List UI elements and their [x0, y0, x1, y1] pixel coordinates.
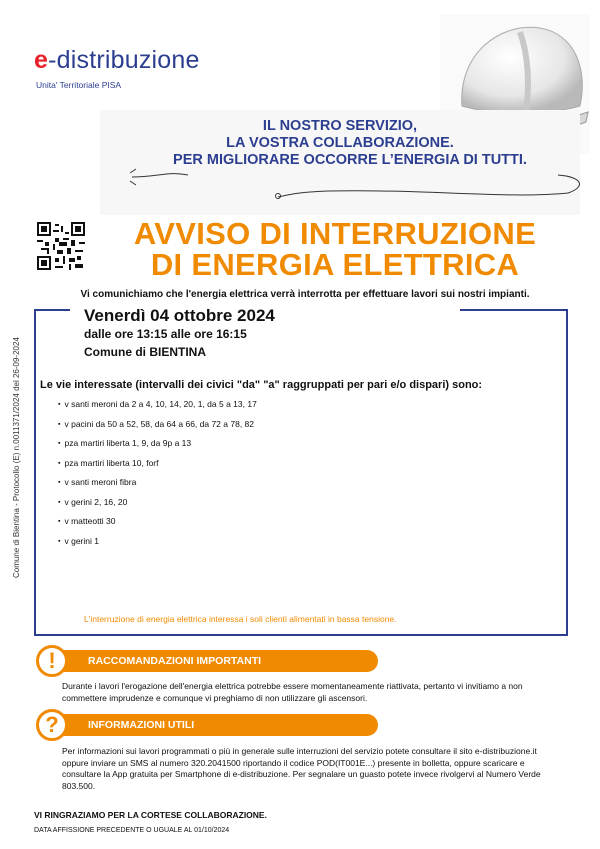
interruption-time: dalle ore 13:15 alle ore 16:15 — [84, 327, 247, 341]
list-item: ▪ v santi meroni fibra — [58, 476, 257, 496]
info-text: Per informazioni sui lavori programmati o più in generale sulle interruzioni del servizio potete consultare il sito e-distribuzione.it oppure inviare un SMS al numero 320.2041500 riportando il codice POD(IT001E...) presente in bolletta, oppure scaricare e consultare la App gratuita per Smartphone di e-distribuzione. Per segnalare un guasto potete invece rivolgervi al Numero Verde 803.500. — [62, 746, 541, 791]
streets-list — [58, 398, 257, 554]
streets-heading: Le vie interessate (intervalli dei civici "da" "a" raggruppati per pari e/o dispari) sono: — [40, 379, 483, 391]
slogan-line-2: LA VOSTRA COLLABORAZIONE. — [226, 135, 454, 151]
title-line-1: AVVISO DI INTERRUZIONE — [133, 216, 537, 251]
interruption-date: Venerdì 04 ottobre 2024 — [84, 306, 275, 325]
slogan — [100, 118, 580, 169]
question-icon: ? — [36, 709, 68, 741]
list-item: ▪ v gerini 1 — [58, 535, 257, 555]
list-item: ▪ pza martiri liberta 1, 9, da 9p a 13 — [58, 437, 257, 457]
unit-label: Unita' Territoriale PISA — [36, 80, 122, 90]
brand-logo-name: -distribuzione — [48, 46, 200, 74]
notice-title — [100, 218, 570, 280]
municipality: Comune di BIENTINA — [84, 345, 206, 359]
slogan-line-1: IL NOSTRO SERVIZIO, — [262, 118, 418, 134]
recommendations-text: Durante i lavori l'erogazione dell'energia elettrica potrebbe essere momentaneamente riattivata, pertanto vi invitiamo a non commettere imprudenze e comunque vi preghiamo di non utilizzare gli ascensori. — [62, 681, 523, 703]
thanks-text: VI RINGRAZIAMO PER LA CORTESE COLLABORAZIONE. — [34, 810, 267, 820]
plug-cable-icon — [128, 165, 588, 199]
posting-date: DATA AFFISSIONE PRECEDENTE O UGUALE AL 01/10/2024 — [34, 827, 230, 834]
intro-text: Vi comunichiamo che l'energia elettrica verrà interrotta per effettuare lavori sui nostri impianti. — [80, 289, 530, 300]
list-item: ▪ v matteotti 30 — [58, 515, 257, 535]
slogan-line-3: PER MIGLIORARE OCCORRE L’ENERGIA DI TUTTI. — [173, 152, 527, 168]
qr-code[interactable] — [37, 222, 85, 270]
warning-icon: ! — [36, 645, 68, 677]
brand-logo — [34, 46, 200, 75]
list-item: ▪ v santi meroni da 2 a 4, 10, 14, 20, 1, da 5 a 13, 17 — [58, 398, 257, 418]
recommendations-bar: RACCOMANDAZIONI IMPORTANTI — [60, 650, 378, 672]
title-line-2: DI ENERGIA ELETTRICA — [150, 247, 520, 282]
protocol-stamp: Comune di Bientina - Protocollo (E) n.0011371/2024 del 26-09-2024 — [12, 337, 21, 578]
info-bar: INFORMAZIONI UTILI — [60, 714, 378, 736]
list-item: ▪ v gerini 2, 16, 20 — [58, 496, 257, 516]
low-voltage-note: L'interruzione di energia elettrica interessa i soli clienti alimentati in bassa tensione. — [84, 614, 397, 624]
list-item: ▪ pza martiri liberta 10, forf — [58, 457, 257, 477]
list-item: ▪ v pacini da 50 a 52, 58, da 64 a 66, da 72 a 78, 82 — [58, 418, 257, 438]
brand-logo-e: e — [34, 46, 49, 74]
